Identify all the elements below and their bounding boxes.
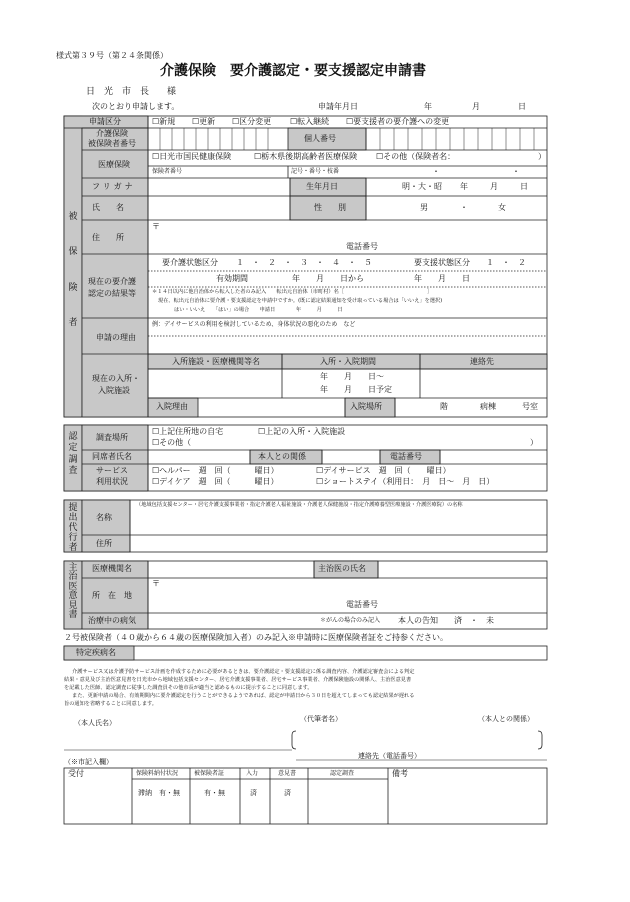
insured-side-label: 被 保 険 者: [68, 212, 78, 328]
service-label-1: サービス: [96, 466, 128, 475]
date-day-unit: 日: [518, 102, 526, 111]
support-level-label: 要支援状態区分: [414, 258, 470, 267]
service-shortstay[interactable]: ☐ショートステイ（利用日： 月 日～ 月 日）: [316, 477, 495, 486]
room-unit: 号室: [522, 402, 538, 411]
symbol-dot-1: ・: [432, 167, 440, 176]
birth-date-label: 生年月日: [306, 182, 338, 191]
medical-insurance-label: 医療保険: [98, 160, 130, 169]
birth-year-unit: 年: [460, 182, 468, 191]
care-result-label-2: 認定の結果等: [88, 289, 136, 298]
facility-contact-header: 連絡先: [470, 357, 494, 366]
apply-type-label: 申請区分: [89, 117, 121, 126]
care-result-label-1: 現在の要介護: [88, 277, 136, 286]
agent-name-label: 名称: [96, 513, 112, 522]
postal-mark: 〒: [152, 222, 160, 231]
medical-other-close: ）: [538, 152, 546, 161]
date-year-unit: 年: [424, 102, 432, 111]
sex-female-option[interactable]: 女: [498, 203, 506, 212]
admit-to: 年 月 日予定: [320, 385, 392, 394]
apply-option-renewal[interactable]: ☐更新: [192, 117, 216, 126]
office-header-opinion: 意見書: [278, 770, 297, 777]
lead-text: 次のとおり申請します。: [92, 102, 180, 111]
companion-phone-label: 電話番号: [390, 452, 422, 461]
cancer-note: ＊がんの場合のみ記入: [320, 617, 381, 624]
service-daycare[interactable]: ☐デイケア 週 回（ 曜日）: [152, 477, 279, 486]
office-value-input: 済: [250, 789, 257, 797]
doctor-address-label: 所 在 地: [92, 591, 132, 600]
care-level-label: 要介護状態区分: [162, 258, 218, 267]
consent-line-3: を記載した医師、認定調査に従事した調査員その他市長が適当と認めるものに提示することに同意します。: [64, 685, 313, 691]
notification-options[interactable]: 済 ・ 未: [454, 616, 494, 625]
office-header-payment: 保険料納付状況: [136, 770, 179, 777]
admission-reason-label: 入院理由: [156, 402, 188, 411]
reason-example: 例：デイサービスの利用を検討しているため、身体状況の悪化のため など: [152, 321, 356, 328]
agent-relation-label: （本人との関係）: [478, 715, 534, 723]
floor-unit: 階: [440, 402, 448, 411]
sex-label: 性 別: [314, 203, 346, 212]
reason-label: 申請の理由: [96, 333, 136, 342]
transfer-note-2: 現在、転出元自治体に要介護・要支援認定を申請中ですか。(既に認定結果通知を受け取っている場合は「いいえ」を選択): [158, 298, 443, 304]
remarks-label: 備考: [392, 769, 408, 778]
sex-male-option[interactable]: 男: [420, 203, 428, 212]
doctor-phone-label: 電話番号: [346, 600, 378, 609]
facility-label-1: 現在の入所・: [92, 374, 140, 383]
insured-number-label-2: 被保険者番号: [88, 139, 136, 148]
notification-label: 本人の告知: [398, 616, 438, 625]
survey-side-label: 認 定 調 査: [68, 432, 78, 476]
form-number: 様式第３９号（第２４条関係）: [56, 51, 168, 60]
office-use-note: （※市記入欄）: [64, 758, 113, 766]
care-level-options[interactable]: １ ・ ２ ・ ３ ・ ４ ・ ５: [236, 258, 372, 267]
address-label: 住 所: [92, 233, 124, 242]
companion-relation-label: 本人との関係: [258, 452, 306, 461]
agent-type-note: （地域包括支援センター・居宅介護支援事業者・指定介護老人福祉施設・介護老人保健施設・指定介護療養型医療施設・介護医療院）の名称: [136, 502, 463, 508]
transfer-note-3: はい・いいえ 「はい」の場合 申請日 年 月 日: [174, 307, 343, 313]
agent-address-label: 住所: [96, 539, 112, 548]
facility-name-header: 入所施設・医療機関等名: [172, 357, 260, 366]
type2-note: ２号被保険者（４０歳から６４歳の医療保険加入者）のみ記入※申請時に医療保険者証をご持参ください。: [64, 633, 448, 642]
addressee: 日 光 市 長 様: [86, 87, 177, 97]
name-label: 氏 名: [92, 203, 124, 212]
insurer-number-label: 保険者番号: [152, 168, 183, 175]
apply-option-new[interactable]: ☐新規: [152, 117, 176, 126]
valid-from: 年 月 日から: [292, 274, 364, 283]
survey-place-other[interactable]: ☐その他（: [152, 438, 192, 447]
admit-from: 年 月 日～: [320, 372, 384, 381]
admission-period-header: 入所・入院期間: [320, 357, 376, 366]
date-label: 申請年月日: [318, 102, 358, 111]
office-header-survey: 認定調査: [330, 770, 355, 777]
receipt-label: 受付: [68, 769, 84, 778]
consent-line-5: 旨の通知を省略することに同意します。: [64, 701, 157, 707]
survey-place-close: ）: [530, 438, 538, 447]
service-dayservice[interactable]: ☐デイサービス 週 回（ 曜日）: [316, 466, 451, 475]
office-value-payment: 滞納 有・無: [138, 789, 180, 797]
consent-contact-label: 連絡先（電話番号）: [358, 752, 421, 760]
symbol-number-label: 記号・番号・枝番: [291, 168, 340, 175]
service-helper[interactable]: ☐ヘルパー 週 回（ 曜日）: [152, 466, 279, 475]
apply-option-change[interactable]: ☐区分変更: [232, 117, 272, 126]
ward-unit: 病棟: [480, 402, 496, 411]
specific-disease-label: 特定疾病名: [76, 648, 116, 657]
agent-writer-label: （代筆者名）: [300, 715, 342, 723]
service-label-2: 利用状況: [96, 477, 128, 486]
companion-label: 同席者氏名: [92, 452, 132, 461]
survey-place-home[interactable]: ☐上記住所地の自宅: [152, 427, 224, 436]
medical-option-tochigi[interactable]: ☐栃木県後期高齢者医療保険: [254, 152, 358, 161]
valid-period-label: 有効期間: [216, 274, 248, 283]
support-level-options[interactable]: １ ・ ２: [486, 258, 526, 267]
survey-place-facility[interactable]: ☐上記の入所・入院施設: [258, 427, 346, 436]
person-name-label: （本人氏名）: [74, 719, 116, 727]
consent-line-2: 結果・意見及び主治医意見書を日光市から地域包括支援センター、居宅介護支援事業者、居宅サービス事業者、介護保険施設の関係人、主治医意見書: [64, 677, 412, 683]
symbol-dot-2: ・: [512, 167, 520, 176]
apply-option-support-to-care[interactable]: ☐要支援者の要介護への変更: [346, 117, 450, 126]
page-title: 介護保険 要介護認定・要支援認定申請書: [160, 63, 426, 79]
ward-place-label: 入院場所: [350, 402, 382, 411]
office-value-card: 有・無: [204, 789, 225, 797]
office-value-opinion: 済: [284, 789, 291, 797]
disease-label: 治療中の病気: [88, 616, 136, 625]
date-month-unit: 月: [472, 102, 480, 111]
medical-institution-label: 医療機関名: [92, 564, 132, 573]
birth-month-unit: 月: [490, 182, 498, 191]
doctor-name-label: 主治医の氏名: [318, 564, 366, 573]
consent-line-1: 介護サービス又は介護予防サービス計画を作成するために必要があるときは、要介護認定・要支援認定に係る調査内容、介護認定審査会による判定: [72, 669, 415, 675]
insured-number-label-1: 介護保険: [96, 129, 128, 138]
personal-number-label: 個人番号: [304, 134, 336, 143]
address-phone-label: 電話番号: [346, 242, 378, 251]
medical-option-nikko[interactable]: ☐日光市国民健康保険: [152, 152, 232, 161]
office-header-input: 入力: [246, 770, 259, 777]
consent-line-4: また、更新申請の場合、有効期間内に要介護認定を行うことができるようであれば、認定が申請日から３０日を超えてしまっても認定結果が遅れる: [72, 693, 415, 699]
facility-label-2: 入院施設: [98, 386, 130, 395]
transfer-note-1: ＊１４日以内に他自治体から転入した者のみ記入 転出元自治体（市町村）名［ ］: [152, 289, 433, 295]
birth-day-unit: 日: [520, 182, 528, 191]
furigana-label: フリガナ: [92, 182, 136, 191]
doctor-side-label: 主 治 医 意 見 書: [68, 563, 78, 621]
agent-side-label: 提 出 代 行 者: [68, 503, 78, 553]
medical-option-other[interactable]: ☐その他（保険者名：: [376, 152, 456, 161]
sex-separator: ・: [460, 203, 468, 212]
doctor-postal-mark: 〒: [152, 579, 160, 588]
birth-era-options[interactable]: 明・大・昭: [402, 182, 442, 191]
office-header-card: 被保険者証: [194, 770, 225, 777]
apply-option-transfer[interactable]: ☐転入継続: [290, 117, 330, 126]
survey-place-label: 調査場所: [96, 433, 128, 442]
valid-to: 年 月 日: [414, 274, 470, 283]
